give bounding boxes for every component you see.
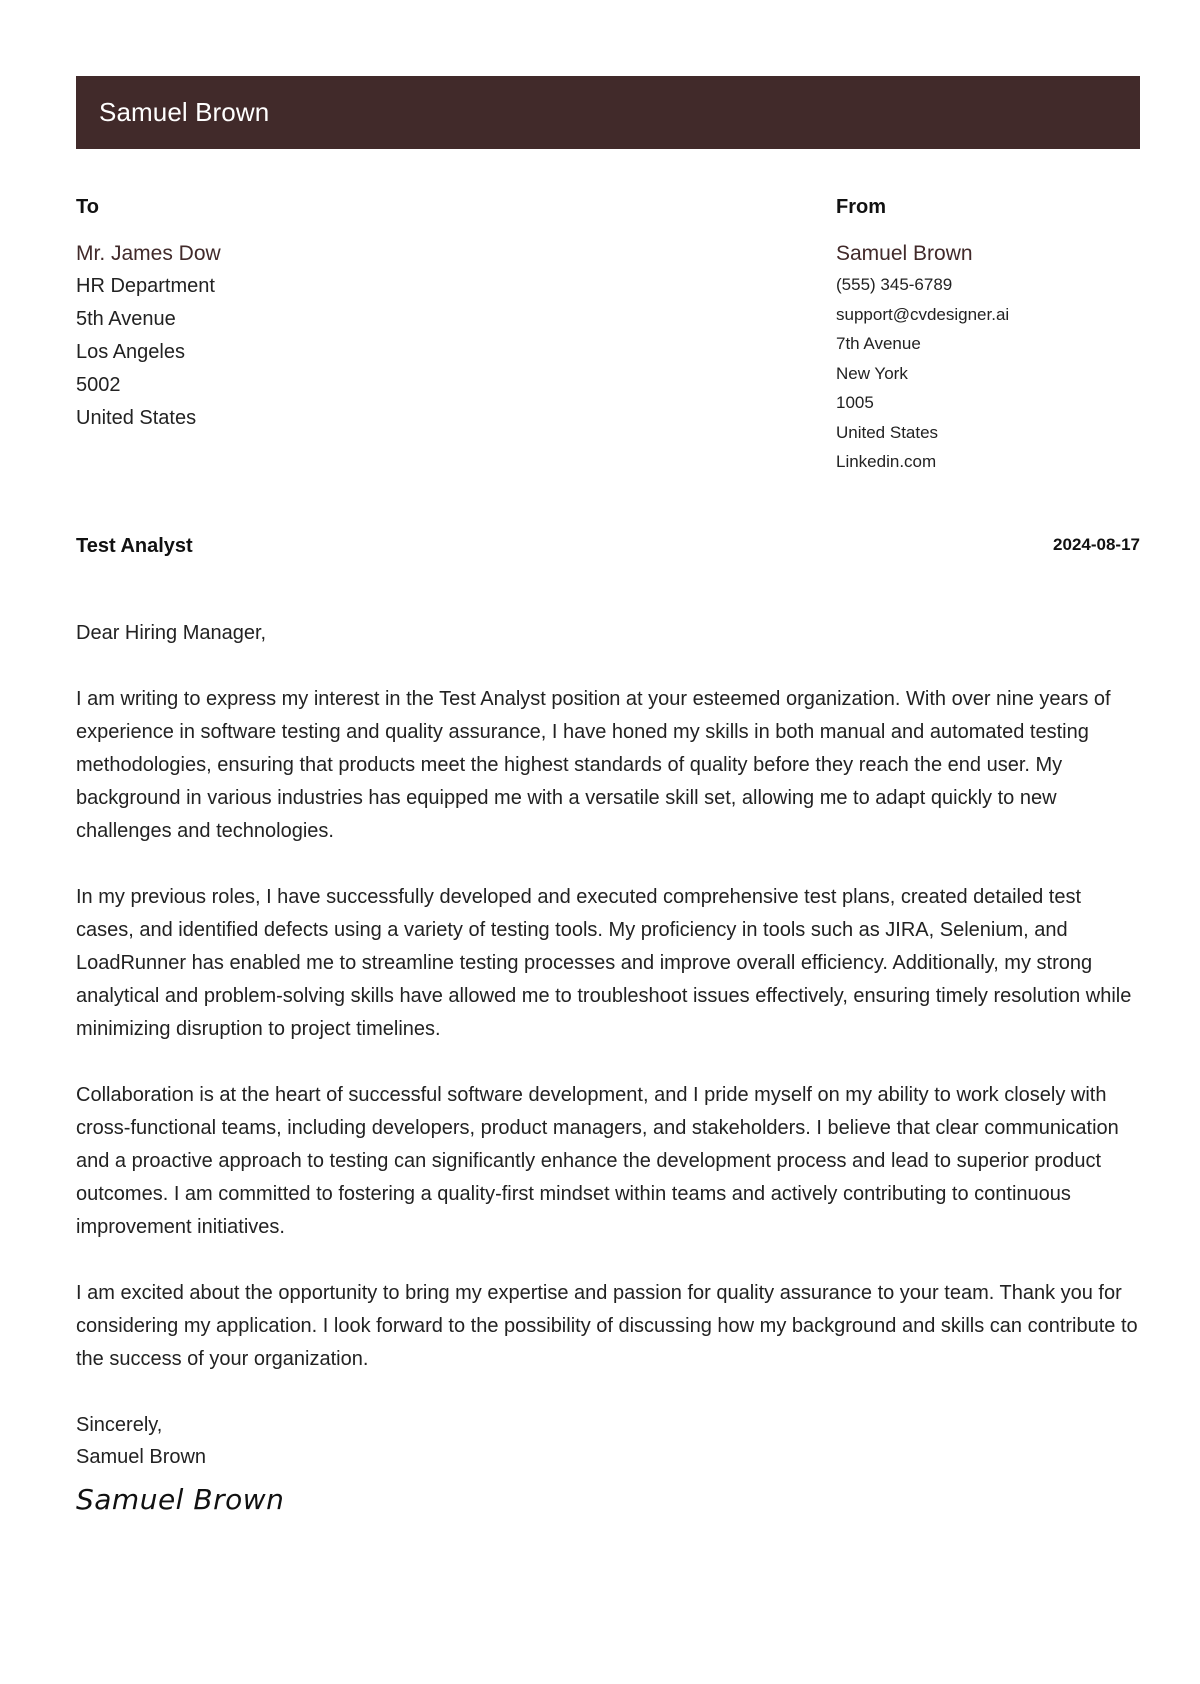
signature: Samuel Brown — [76, 1483, 285, 1516]
body-paragraph: I am writing to express my interest in the Test Analyst position at your esteemed organization. With over nine years of experience in software testing and quality assurance, I have honed my skills in both manual and automated testing methodologies, ensuring that products meet the highest standards of quality before they reach the end user. My background in various industries has equipped me with a versatile skill set, allowing me to adapt quickly to new challenges and technologies. — [76, 688, 1111, 842]
sender-phone: (555) 345-6789 — [836, 275, 953, 294]
greeting: Dear Hiring Manager, — [76, 622, 267, 644]
recipient-line: HR Department — [76, 275, 215, 297]
to-label: To — [76, 196, 99, 218]
sender-line: United States — [836, 422, 939, 442]
sender-block — [836, 195, 1140, 477]
sender-line: 1005 — [836, 393, 874, 412]
sender-line: New York — [836, 363, 908, 383]
address-block — [76, 195, 1140, 535]
recipient-line: 5002 — [76, 374, 121, 396]
recipient-block — [76, 195, 676, 435]
header-bar — [76, 76, 1140, 149]
body-paragraph: I am excited about the opportunity to bring my expertise and passion for quality assurance to your team. Thank you for considering my application. I look forward to the possibility of discussing how my background and skills can contribute to the success of your organization. — [76, 1282, 1138, 1370]
closing-block — [76, 1409, 1140, 1516]
sender-line: 7th Avenue — [836, 334, 921, 353]
sender-name: Samuel Brown — [836, 242, 973, 265]
body-paragraph: In my previous roles, I have successfully developed and executed comprehensive test plans, created detailed test cases, and identified defects using a variety of testing tools. My proficiency in tools such as JIRA, Selenium, and LoadRunner has enabled me to streamline testing processes and improve overall efficiency. Additionally, my strong analytical and problem-solving skills have allowed me to troubleshoot issues effectively, ensuring timely resolution while minimizing disruption to project timelines. — [76, 886, 1132, 1040]
sender-email: support@cvdesigner.ai — [836, 304, 1010, 324]
letter-body — [76, 617, 1140, 1376]
job-title: Test Analyst — [76, 535, 193, 557]
closing-name: Samuel Brown — [76, 1446, 207, 1468]
body-paragraph: Collaboration is at the heart of successful software development, and I pride myself on my ability to work closely with cross-functional teams, including developers, product managers, and stakeholders. I believe that clear communication and a proactive approach to testing can significantly enhance the development process and lead to superior product outcomes. I am committed to fostering a quality-first mindset within teams and actively contributing to continuous improvement initiatives. — [76, 1084, 1119, 1238]
letter-date: 2024-08-17 — [1053, 535, 1140, 554]
recipient-line: Los Angeles — [76, 341, 185, 363]
recipient-line: 5th Avenue — [76, 308, 176, 330]
from-label: From — [836, 196, 886, 218]
recipient-line: United States — [76, 407, 197, 429]
meta-row — [76, 535, 1140, 565]
closing: Sincerely, — [76, 1414, 163, 1436]
sender-linkedin: Linkedin.com — [836, 452, 937, 471]
header-name: Samuel Brown — [99, 97, 270, 127]
cover-letter-page — [76, 76, 1140, 1516]
recipient-name: Mr. James Dow — [76, 242, 221, 265]
